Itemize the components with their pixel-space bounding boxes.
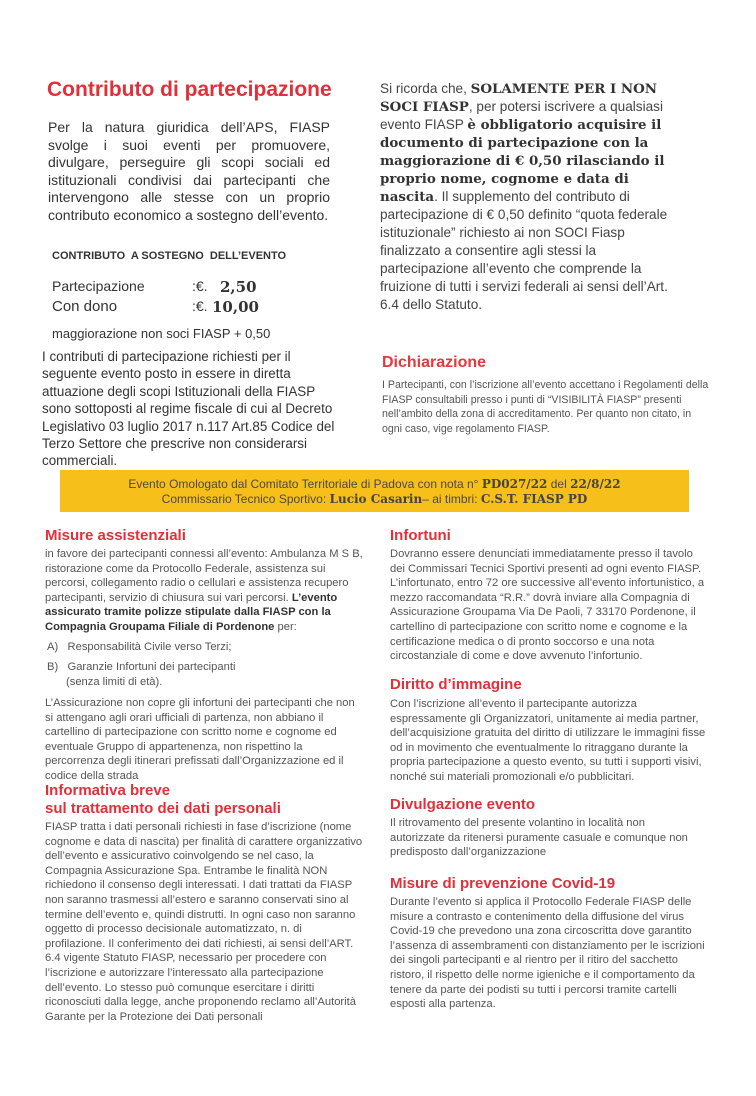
surcharge-note: maggiorazione non soci FIASP + 0,50 [52,326,271,341]
reminder-bold: SOLAMENTE PER I NON SOCI FIASP [380,81,658,115]
misure-item-a: A) Responsabilità Civile verso Terzi; [47,641,232,653]
privacy-title-line: sul trattamento dei dati personali [45,800,281,817]
privacy-body: FIASP tratta i dati personali richiesti in fase d’iscrizione (nome cognome e data di nascita) per finalità di carattere organizzativo dell’evento e assicurativo coinvolgendo se nel caso, la Compagnia Assicurazione Spa. Entrambe le finalità NON richiedono il consenso degli interessati. I dati trattati da FIASP non saranno trasmessi all’estero e saranno conservati sino al termine dell’evento e, quindi distrutti. In ogni caso non saranno oggetto di processo decisionale automatizzato, n. di profilazione. Il conferimento dei dati richiesti, ai sensi dell’ART. 6.4 vigente Statuto FIASP, necessario per procedere con l’iscrizione e autorizzare l’interessato alla partecipazione dell’evento. Lo stesso può comunque esercitare i diritti riconosciuti dalla legge, anche proponendo reclamo all’Autorità Garante per la Protezione dei Dati personali [45,821,363,1023]
banner-text: – ai timbri: [422,492,478,506]
row-label: Con dono [52,298,118,315]
misure-bold: L’evento assicurato tramite polizze stipulate dalla FIASP con la Compagnia Groupama Filiale di Pordenone [45,591,338,633]
covid-title: Misure di prevenzione Covid-19 [390,875,616,892]
fiscal-note: I contributi di partecipazione richiesti per il seguente evento posto in essere in diretta attuazione degli scopi Istituzionali della FIASP sono sottoposti al regime fiscale di cui al Decreto Legislativo 03 luglio 2017 n.117 Art.85 Codice del Terzo Settore che prescrive non considerarsi commerciali. [42,349,335,469]
misure-item-b-note: (senza limiti di età). [66,676,163,688]
omologation-banner [60,470,689,512]
banner-line-2 [60,492,689,507]
row-dono [52,298,332,318]
contributo-intro: Per la natura giuridica dell’APS, FIASP svolge i suoi eventi per promuovere, divulgare, perseguire gli scopi sociali ed istituzionali condivisi dai partecipanti che intervengono alle stesse con un proprio contributo economico a sostegno dell’evento. [48,119,330,223]
contributo-title: Contributo di partecipazione [47,78,332,101]
banner-text: del [550,477,567,491]
row-partecipazione [52,278,332,298]
misure-text: per: [274,620,297,633]
contributo-rows [52,278,332,318]
misure-intro [45,547,367,635]
misure-text: in favore dei partecipanti connessi all’evento: Ambulanza M S B, ristorazione come da Protocollo Federale, assistenza sui percorsi, collegamento radio o cellulari e assistenza recupero partecipanti, servizio di chiusura sui vari percorsi. [45,548,363,604]
privacy-title-line: Informativa breve [45,782,171,799]
banner-text: Evento Omologato dal Comitato Territoriale di Padova con nota n° [128,477,479,491]
reminder-bold: è obbligatorio acquisire il documento di partecipazione con la maggiorazione di € 0,50 rilasciando il proprio nome, cognome e data di nascita [380,117,665,205]
divulgazione-body: Il ritrovamento del presente volantino in località non autorizzate da ritenersi puramente casuale e comunque non predisposto dall’organizzazione [390,817,688,859]
banner-note-number: PD027/22 [481,477,548,491]
infortuni-body: Dovranno essere denunciati immediatamente presso il tavolo dei Commissari Tecnici Sportivi presenti ad ogni evento FIASP. L’infortunato, entro 72 ore successive all’evento infortunistico, a mezzo raccomandata “R.R.” dovrà inviare alla Compagnia di Assicurazione Groupama Via De Paoli, 7 33170 Pordenone, il cartellino di partecipazione con scritto nome e cognome e la certificazione medica o di pronto soccorso e una nota circostanziale di come e dove avvenuto l’infortunio. [390,548,705,663]
reminder-part: . Il supplemento del contributo di partecipazione di € 0,50 definito “quota federale istituzionale” richiesto ai non SOCI Fiasp finalizzato a consentire agli stessi la partecipazione all’evento che comprende la fruizione di tutti i servizi federali ai sensi dell’Art. 6.4 dello Statuto. [380,189,668,312]
row-label: Partecipazione [52,278,145,294]
row-value: 10,00 [212,298,259,316]
reminder-part: , per potersi iscrivere a qualsiasi evento FIASP [380,99,663,132]
banner-line-1 [60,477,689,492]
misure-exclusions: L’Assicurazione non copre gli infortuni dei partecipanti che non si attengano agli orari ufficiali di partenza, non abbiano il cartellino di partecipazione con scritto nome e cognome ed eventuale Gruppo di appartenenza, non rispettino la percorrenza degli itinerari prefissati dall’Organizzazione ed il codice della strada [45,697,355,782]
row-value: 2,50 [220,278,257,296]
reminder-part: Si ricorda che, [380,81,471,96]
row-sep: :€. [192,278,208,294]
row-sep: :€. [192,298,208,314]
reminder-text [380,80,680,314]
banner-date: 22/8/22 [570,477,621,491]
dichiarazione-title: Dichiarazione [382,354,487,371]
covid-body: Durante l’evento si applica il Protocollo Federale FIASP delle misure a contrasto e contenimento della diffusione del virus Covid-19 che prevedono una zona circoscritta dove garantito l’assenza di assembramenti con distanziamento per le iscrizioni dei singoli partecipanti e al rientro per il ritiro del sacchetto ristoro, il rispetto delle norme igieniche e il comportamento da tenere da parte dei podisti su tutti i percorsi tramite cartelli esposti alla partenza. [390,896,705,1011]
immagine-title: Diritto d’immagine [390,676,522,693]
banner-text: Commissario Tecnico Sportivo: [161,492,327,506]
immagine-body: Con l’iscrizione all’evento il partecipante autorizza espressamente gli Organizzatori, unitamente ai media partner, dell’acquisizione gratuita del diritto di utilizzare le immagini fisse od in movimento che eventualmente lo ritraggano durante la propria partecipazione a questo evento, su tutti i supporti visivi, nonché sui materiali promozionali e/o pubblicitari. [390,698,706,783]
contributo-heading: CONTRIBUTO A SOSTEGNO DELL’EVENTO [52,250,287,262]
infortuni-title: Infortuni [390,527,451,544]
privacy-title [45,782,281,818]
misure-title: Misure assistenziali [45,527,186,544]
misure-item-b: B) Garanzie Infortuni dei partecipanti [47,661,236,673]
dichiarazione-body: I Partecipanti, con l’iscrizione all’evento accettano i Regolamenti della FIASP consultabili presso i punti di “VISIBILITÀ FIASP” presenti nell’ambito della zona di accreditamento. Per quanto non citato, in ogni caso, vige regolamento FIASP. [382,379,709,435]
divulgazione-title: Divulgazione evento [390,796,536,813]
banner-stamps: C.S.T. FIASP PD [480,492,588,506]
banner-commissioner: Lucio Casarin [329,492,423,506]
